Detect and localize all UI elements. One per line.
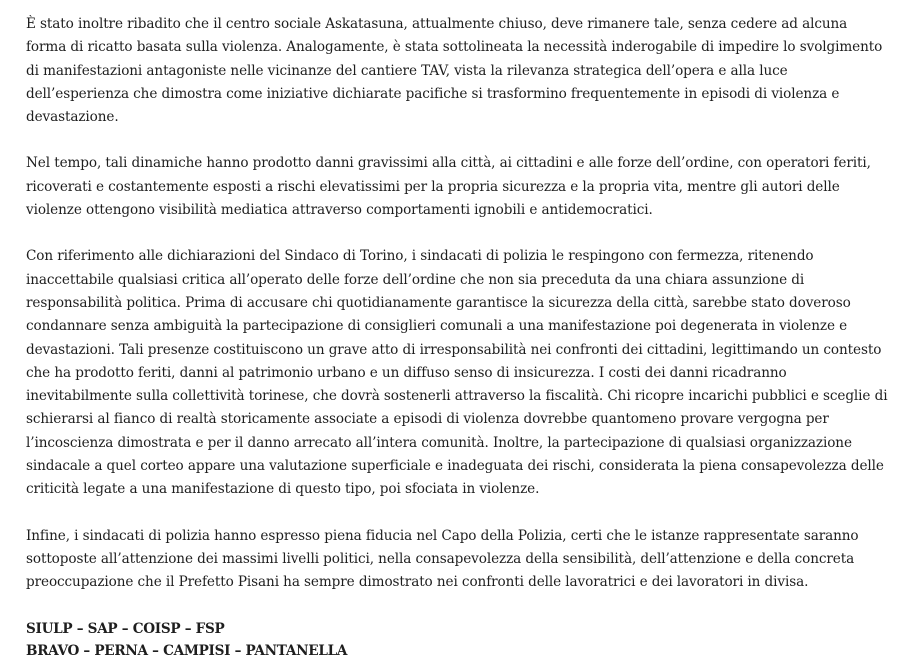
paragraph-mayor-response: Con riferimento alle dichiarazioni del Sindaco di Torino, i sindacati di polizia le respingono con fermezza, ritenendo inaccettabile qualsiasi critica all’operato delle forze dell’ordine che non sia preceduta da una chiara assunzione di responsabilità politica. Prima di accusare chi quotidianamente garantisce la sicurezza della città, sarebbe stato doveroso condannare senza ambiguità la partecipazione di consiglieri comunali a una manifestazione poi degenerata in violenze e devastazioni. Tali presenze costituiscono un grave atto di irresponsabilità nei confronti dei cittadini, legittimando un contesto che ha prodotto feriti, danni al patrimonio urbano e un diffuso senso di insicurezza. I costi dei danni ricadranno inevitabilmente sulla collettività torinese, che dovrà sostenerli attraverso la fiscalità. Chi ricopre incarichi pubblici e sceglie di schierarsi al fianco di realtà storicamente associate a episodi di violenza dovrebbe quantomeno provare vergogna per l’incoscienza dimostrata e per il danno arrecato all’intera comunità. Inoltre, la partecipazione di qualsiasi organizzazione sindacale a quel corteo appare una valutazione superficiale e inadeguata dei rischi, considerata la piena consapevolezza delle criticità legate a una manifestazione di questo tipo, poi sfociata in violenze. [26, 248, 888, 498]
paragraph-police-chief: Infine, i sindacati di polizia hanno espresso piena fiducia nel Capo della Polizia, certi che le istanze rappresentate saranno sottoposte all’attenzione dei massimi livelli politici, nella consapevolezza della sensibilità, dell’attenzione e della concreta preoccupazione che il Prefetto Pisani ha sempre dimostrato nei confronti delle lavoratrici e dei lavoratori in divisa. [26, 527, 859, 591]
article-body [26, 13, 888, 662]
paragraph-askatasuna: È stato inoltre ribadito che il centro sociale Askatasuna, attualmente chiuso, deve rimanere tale, senza cedere ad alcuna forma di ricatto basata sulla violenza. Analogamente, è stata sottolineata la necessità inderogabile di impedire lo svolgimento di manifestazioni antagoniste nelle vicinanze del cantiere TAV, vista la rilevanza strategica dell’opera e alla luce dell’esperienza che dimostra come iniziative dichiarate pacifiche si trasformino frequentemente in episodi di violenza e devastazione. [26, 16, 883, 126]
signature-unions: SIULP – SAP – COISP – FSP [26, 620, 225, 637]
paragraph-damages: Nel tempo, tali dinamiche hanno prodotto danni gravissimi alla città, ai cittadini e alle forze dell’ordine, con operatori feriti, ricoverati e costantemente esposti a rischi elevatissimi per la propria sicurezza e la propria vita, mentre gli autori delle violenze ottengono visibilità mediatica attraverso comportamenti ignobili e antidemocratici. [26, 155, 871, 219]
signature-block [26, 618, 888, 662]
signature-names: BRAVO – PERNA – CAMPISI – PANTANELLA [26, 642, 348, 659]
